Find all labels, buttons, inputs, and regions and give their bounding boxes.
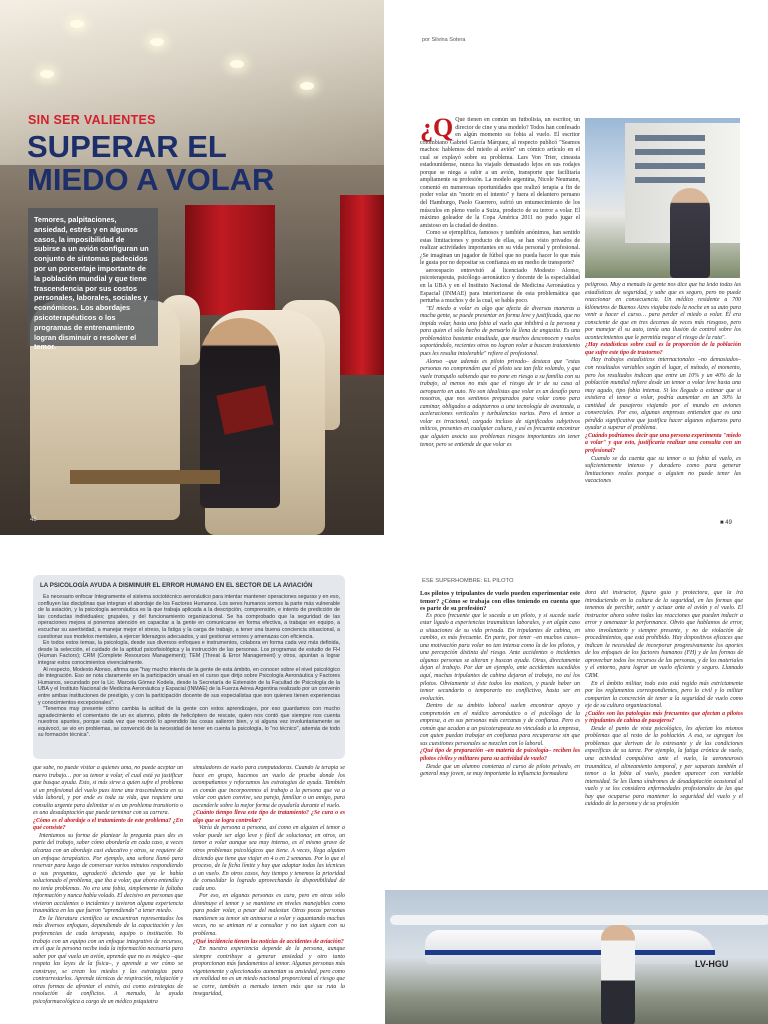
sidebar-paragraph: Al respecto, Modesto Alonso, afirma que "hay mucho interés de la gente de esta ámbito, en conocer sobre el nivel psicológico de integración. Eso se nota claramente en la participación anual en el curso que dirijo sobre Psicología Aeronáutica y Factores Humanos, secundado por la Lic. Marcela Gómez Kodela, desde la Secretaría de Extensión de la Facultad de Psicología de la UBA y el Instituto Nacional de Medicina Aeronáutica y Espacial (INMAE) de la Fuerza Aérea Argentina realizado por un convenio entre ambas instituciones de prestigio, y con la participación docente de sus especialistas que son quienes tienen experiencias y conocimientos excepcionales". <box>38 666 340 706</box>
article-column-3 <box>33 765 183 1024</box>
article-paragraph: Cuando se da cuenta que su temor o su fobia al vuelo, es suficientemente intenso y duradero como para generar limitaciones reales porque o alguien no puede tener las vacaciones <box>585 455 741 485</box>
page-number: 48 <box>30 517 37 523</box>
red-curtain <box>185 205 275 315</box>
headline-line-1: SUPERAR EL <box>27 129 227 164</box>
sidebar-paragraph: Es necesario enfocar íntegramente el sistema sociotécnico aeronáutico para intentar mantener operaciones seguras y en eso, confluyen las disciplinas que integran el abordaje de los Factores Humanos. Los seres humanos somos la parte más vulnerable de la aviación, y la psicología aeronáutica es la que trabaja aplicada a la descripción, comprensión, e intento de predicción de las conductas individuales; grupales, y del funcionamiento organizacional. Se ha comprobado que la seguridad de las operaciones mejora si ponemos atención en capacitar a la gente en comunicarse en forma efectiva, a trabajar en equipo, a escuchar su asertividad, a manejar mejor el stress, la fatiga y la carga de trabajo, a tener una buena conciencia situacional, a cuestionar sus modelos mentales, a ejercer liderazgos adecuados, y así gestionar errores y amenazas con eficiencia. <box>38 594 340 640</box>
article-paragraph: Por eso, en algunas personas es cura, pero en otras sólo disminuye el temor y se mantiene en niveles manejables como para poder volar, a pesar del malestar. Otras pocas personas mantienen su temor sin animarse a volar y aguantando muchas veces, no se animan ni a consultar y no tan siguen con su problema. <box>193 893 345 938</box>
interview-question: Los pilotos y tripulantes de vuelo pueden experimentar este temor? ¿Cómo se trabaja con ellos teniendo en cuenta que es parte de su profesión? <box>420 590 580 613</box>
airplane-photo <box>385 890 768 1024</box>
drop-cap: ¿Q <box>420 117 454 142</box>
byline: por Silvina Sotera <box>422 37 466 43</box>
article-column-2 <box>585 282 741 532</box>
sidebar-paragraph: "Tenemos muy presente cómo cambia la actitud de la gente con estos aprendizajes, por eso guardamos con mucho agradecimiento el comentario de un ex alumno, piloto de helicóptero de rescate, quien nos contó que siempre nos cuenta nuestros apuntes, porque cada vez que recordó lo aprendido las cosas salieron bien, y si alguna vez involuntariamente se equivocó, se vio en problemas, se convenció de la necesidad de tener en cuenta la psicología, lo "no técnico", además de todo su formación técnica". <box>38 706 340 739</box>
ceiling-lamp <box>70 20 84 28</box>
man-in-suit <box>670 188 710 278</box>
article-paragraph: Es poco frecuente que le suceda a un piloto, y si sucede suele estar ligado a experiencias traumáticas laborales, y en algún caso a situaciones de su vida privada. En tripulantes de cabina, en cambio, es más frecuente. En parte, por tener –en muchos casos– una motivación para volar no tan intensa como la de los pilotos, y una percepción distinta del riesgo. Ante accidentes o incidentes algunas personas se alteran y buscan ayuda. Otras, directamente dejan el trabajo. Por dar un ejemplo, ante accidentes sucedidos aquí, muchas tripulantes de cabina dejaron el trabajo, no así los pilotos. Obviamente si éste todos los matices, y puede haber un temor secundario o temporario no conflictivo, hasta ser en evolución. <box>420 612 580 702</box>
ceiling-lamp <box>300 82 314 90</box>
headline-line-2: MIEDO A VOLAR <box>27 162 275 197</box>
airplane-registration: LV-HGU <box>695 959 729 969</box>
article-paragraph: "El miedo a volar es algo que afecta de diversas maneras a mucha gente, se puede presentar en forma leve y justificada, que no impida volar, hasta una fobia al vuelo que inhibirá a la persona y para quien el sólo hecho de pensarlo la llena de angustia. Es una problemática bastante estudiada, que muchos desconocen y vuelos soportándolo, recientes otros no logran volar a buscan tratamiento pues les resulta intolerable" refiere el profesional. <box>420 305 580 357</box>
article-paragraph: aeroespacio entrevistó al licenciado Modesto Alonso, psicoterapeuta, psicólogo aeronáutico y docente de la especialidad en la UBA y en el Instituto Nacional de Medicina Aeronáutica y Espacial (INMAE) para interiorizarse de esta problemática que perturba a muchos y de la cual, se habla poco. <box>420 267 580 305</box>
page-number: ■ 49 <box>720 520 732 526</box>
airplane-fuselage <box>425 930 715 964</box>
article-column-1 <box>420 117 580 532</box>
airplane-stripe <box>425 950 715 955</box>
article-paragraph: Varía de persona a persona, así como en alguien el temor a volar puede ser algo leve y fácil de solucionar, en otros, un temor a volar aunque sea muy intenso, es el mismo grave de otros problemas psicológicos que tiene. A veces, llega alguien diciendo que tiene que viajar en 4 o en 2 semanas. Por lo que el proceso, de la ficha límite y hay que adaptar todas las técnicas a un vuelo. En otros casos, hay tiempo y tenemos la prioridad de consolidar lo logrado aprovechando la disponibilidad de cada uno. <box>193 825 345 892</box>
airplane-wing <box>390 915 768 925</box>
article-kicker: SIN SER VALIENTES <box>28 113 156 127</box>
article-paragraph: En la literatura científica se encuentran representados los más diversos enfoques, dependiendo de la capacitación y las preferencias de cada terapeuta, equipo o institución. Yo trabajo con un equipo con un enfoque integrativo de recursos, en el que la persona recibe toda la información necesaria para saber por qué vuela un avión, aprende que no es mágico –que respeta las leyes de la física–, y aprende a ver cómo se construye, se crean los miedos y las estrategias para contrarrestarlos. Aprende técnicas de respiración, relajación y otras formas de afrontar el estrés, así como estrategias de resolución de conflictos. A menudo, la ayuda psicofarmacológica a cargo de un médico psiquiatra <box>33 915 183 1005</box>
article-paragraph: En el ámbito militar, todo esto está regido más estrictamente por los reglamentos correspondientes, pero lo civil y lo militar comparten la concreción de tener a la seguridad de vuelo como eje de su cultura organizacional. <box>585 680 743 710</box>
article-paragraph: Como se ejemplifica, famosos y también anónimos, han sentido estas limitaciones y producto de ellas, se han visto privados de realizar actividades importantes en su vida personal y profesional. ¿Se imaginan un jugador de fútbol que no pueda hacer lo que más le gusta por no depositar su confianza en un medio de transporte? <box>420 230 580 267</box>
sidebar-paragraph: En todos estos temas, la psicología, desde sus diversos enfoques e instrumentos, colabora en forma cada vez más definida, desde la selección, el cuidado de la aptitud psicofisiológica y la instrucción de las personas. Los programas de estudio de FH (Human Factors); CRM (Complete Resources Management); TEM (Threat & Error Management) y otros, apuntan a lograr integrar estos conocimientos vivencialmente. <box>38 640 340 666</box>
article-paragraph: Desde el punto de vista psicológico, les afectan los mismos problemas que al resto de la población. A esa, se agregan los problemas que derivan de lo estresante y de las condiciones específicas de su tarea. Por ejemplo, la fatiga crónica de vuelo, una actividad compulsiva ante el vuelo, la aeroneurosis traumática, el alineamiento temporal, y per saparats también el temor a la fobia al vuelo, pueden aparecer con variable intensidad. Se les llama síndromes de desadaptación ocasional al vuelo y se los considera enfermedades profesionales de las que hay que ocuparse para mantener la seguridad del vuelo y el cuidado de la persona y de su profesión <box>585 725 743 808</box>
article-paragraph: Alonso –que además es piloto privado– destaca que "estas personas no comprenden que el piloto sea tan feliz volando, y que vuele tranquilo sabiendo que no pone en riesgo a su familia con su trabajo, al menos no más que el riesgo de ir de su casa al aeropuerto en auto. No son idealistas que volar es un desafío para nosotros, que nos sentimos preparados para volar como para caminar, obligados a adaptarnos a una tecnología de avanzada, a aceleraciones verticales y turbulencias varias. Pero el temor a volar es irracional, cargado incluso de significados subjetivos míticos, presentes en cualquier cultura, y así es frecuente encontrar que alguien asocia sus problemas riesgos importantes sin tener temor, pero se entiende de que volar es <box>420 358 580 448</box>
article-paragraph: ¿Q Qué tienen en común un futbolista, un escritor, un director de cine y una modelo? Todos han confesado en algún momento su fobia al vuelo. El escritor colombiano Gabriel García Márquez, al respecto publicó "Seamos machos: hablemos del miedo al avión" un cómico artículo en el cual se explayó sobre su problema. Lars Von Trier, cineasta estadounidense, nunca ha viajado demasiado lejos en sus rodajes porque se niega a subir a un avión, transporte que facilitaría ampliamente su profesión. La modelo argentina, Nicole Neumann, comentó en numerosas oportunidades que realizó terapia a fin de poder volar sin "morir en el intento" y fuera el delantero peruano del Hamburgo, Paolo Guerrero, sufrió un entumecimiento de los músculos en pleno vuelo a Suiza, producto de su terror a volar. El máximo goleador de la Copa América 2011 no pudo jugar el amistoso en la ciudad de destino. <box>420 117 580 229</box>
article-paragraph: Desde que un alumno comienza el curso de piloto privado, en general muy joven, se muy importante la influencia formadora <box>420 763 580 778</box>
article-paragraph: Dentro de su ámbito laboral suelen encontrar apoyo y comprensión en el médico aeronáutico o el psicólogo de la empresa, a en sus personas más cercanas y de confianza. Pero es común que acudan a un psicoterapeuta no vinculado a la empresa, con quien puedan trabajar en confianza para recuperarse sin que sus cuestiones personales se mezclen con lo laboral. <box>420 703 580 747</box>
article-paragraph: En nuestra experiencia depende de la persona, aunque siempre contribuye a generar ansiedad y otro tanto proporcionan más fundamentos al temor. Algunas personas más vigentemente y afeccionados aumentan su ansiedad, pero como en realidad no es un miedo nacional proporcional al riesgo que se corre, también a menudo temen más que su ruta la inseguridad, <box>193 946 345 998</box>
article-paragraph: peligroso. Muy a menudo la gente nos dice que ha leído todas las estadísticas de seguridad, y sabe que es seguro, pero no puede reaccionar en consecuencia. Un médico residente a 700 kilómetros de Buenos Aires viajaba todo la noche en su auto para venir a hacer el curso… para perder el miedo a volar. Él era consciente de que en tres decenas de veces más riesgoso, pero por manejar él su auto, tenía una ilusión de control sobre los acontecimientos que le permitía negar el riesgo de la ruta". <box>585 282 741 341</box>
article-paragraph: simuladores de vuelo para computadoras. Cuando la terapia se hace en grupo, hacemos un vuelo de prueba donde los acompañamos y reforzamos las estrategias de ayuda. También es común que incorporemos al trabajo a la persona que va a volar con quien convive, sea pareja, familiar o un amigo, para ascenderle sobre la mejor forma de ayudarla durante el vuelo. <box>193 765 345 809</box>
intro-text: Temores, palpitaciones, ansiedad, estrés y en algunos casos, la imposibilidad de subirse a un avión configuran un conjunto de síntomas padecidos por un porcentaje importante de la población mundial y que tiene trascendencia por sus costos personales, laborales, sociales y económicos. Los abordajes psicoterapéuticos o los programas de entrenamiento logran disminuir o resolver el temor. <box>34 215 149 352</box>
intro-box <box>28 208 158 352</box>
institute-photo <box>585 118 740 278</box>
article-paragraph: dora del instructor, figura guía y protectora, que la irá introduciendo en la cultura de la seguridad, en las formas que tenemos de percibir, sentir y actuar ante el avión y el vuelo. El instructor ahora sobre todas las reacciones que pueden inducir a error y amenazar la performance. Obvio que hablamos de error, sino involuntario y siempre presente, y no de violación de procedimientos, que está prohibido. Hay dispositivos eficaces que indican la necesidad de incorporar progresivamente los aportes de los enfoques de los factores humanos (FH) y de las formas de aprovechar todos los recursos de las personas, y de los materiales y el entorno, para lograr un vuelo eficiente y seguro. Llamado CRM. <box>585 590 743 680</box>
interview-question: ¿Cuáles son las patologías más frecuentes que afectan a pilotos y tripulantes de cabina de pasajeros? <box>585 710 743 725</box>
ceiling-lamp <box>40 70 54 78</box>
red-curtain <box>340 195 384 375</box>
sidebar-text <box>38 594 340 756</box>
interview-question: ¿Qué tipo de preparación –en materia de psicología– reciben los pilotos civiles y militares para su actividad de vuelo? <box>420 748 580 763</box>
ceiling-lamp <box>230 60 244 68</box>
interview-question: ¿Cómo es el abordaje o el tratamiento de este problema? ¿En qué consiste? <box>33 817 183 832</box>
interview-question: ¿Qué incidencia tienen las noticias de accidentes de aviación? <box>193 938 344 945</box>
article-column-5 <box>420 590 580 890</box>
article-paragraph: Hay trabajos estadísticos internacionales –no demasiados– con resultados variables según el lugar, el método, el momento, pero los resultados indican que entre un 10% y un 40% de la población mundial refiere desde un temor a volar leve hasta una muy agudo, tipo fobia intensa. Si los llegado a estimar que si existiera el temor a volar, podría aumentar en un 30% la cantidad de pasajeros viajando por el mundo en aviones comerciales. Por eso, algunas empresas entienden que es una pérdida significativa que justifica hacer algunos esfuerzos para ayudar a superar el problema. <box>585 357 741 432</box>
pilot <box>601 925 635 1024</box>
ceiling-lamp <box>150 38 164 46</box>
sidebar-title: LA PSICOLOGÍA AYUDA A DISMINUIR EL ERROR HUMANO EN EL SECTOR DE LA AVIACIÓN <box>40 582 313 589</box>
article-column-4 <box>193 765 345 1024</box>
article-paragraph: que sabe, no puede visitar a quienes ama, no puede aceptar un nuevo trabajo… por su temor a volar, el cual está ya justificar que busque ayuda. Esto, si más sirve a quien sufre el problema si un profesional del vuelo pues tiene una trascendencia en su vida laboral, y por ende es toda su vida, que requiere una consulta urgente para delimitar si es un problema transitorio o es una desadaptación que puede terminar con su carrera. <box>33 765 183 817</box>
interview-question: ¿Cuándo podríamos decir que una persona experimenta "miedo a volar" y que esto, justificaría realizar una consulta con un profesional? <box>585 432 741 455</box>
section-label: ESE SUPERHOMBRE: EL PILOTO <box>422 578 514 584</box>
article-paragraph: Intentamos su forma de plantear la pregunta pues des es parte del trabajo, saber cómo abordarla en cada caso, a veces alcanza con un abordaje casi educativo y otras, se requiere de un enfoque terapéutico. Por ejemplo, una señora llamó para reservar para luego de conversar varios minutos respondiendo a sus preguntas, agradeció diciendo que ya le había solucionado el problema, que iba a volar, que ahora entendía y no tenía problemas. No era una fobia, simplemente le faltaba información y nunca había volado. El decisivo en personas que vivieron accidentes o incidentes y tuvieron alguna experiencia traumática en las que fueron "aprendiendo" a tener miedo. <box>33 832 183 915</box>
article-column-6 <box>585 590 743 890</box>
interview-question: ¿Cuánto tiempo lleva este tipo de tratamiento? ¿Se cura o es algo que se logra controlar? <box>193 810 345 824</box>
article-headline <box>27 130 274 196</box>
interview-question: ¿Hay estadísticas sobre cuál es la proporción de la población que sufre este tipo de trastorno? <box>585 342 741 356</box>
side-table <box>70 470 220 484</box>
